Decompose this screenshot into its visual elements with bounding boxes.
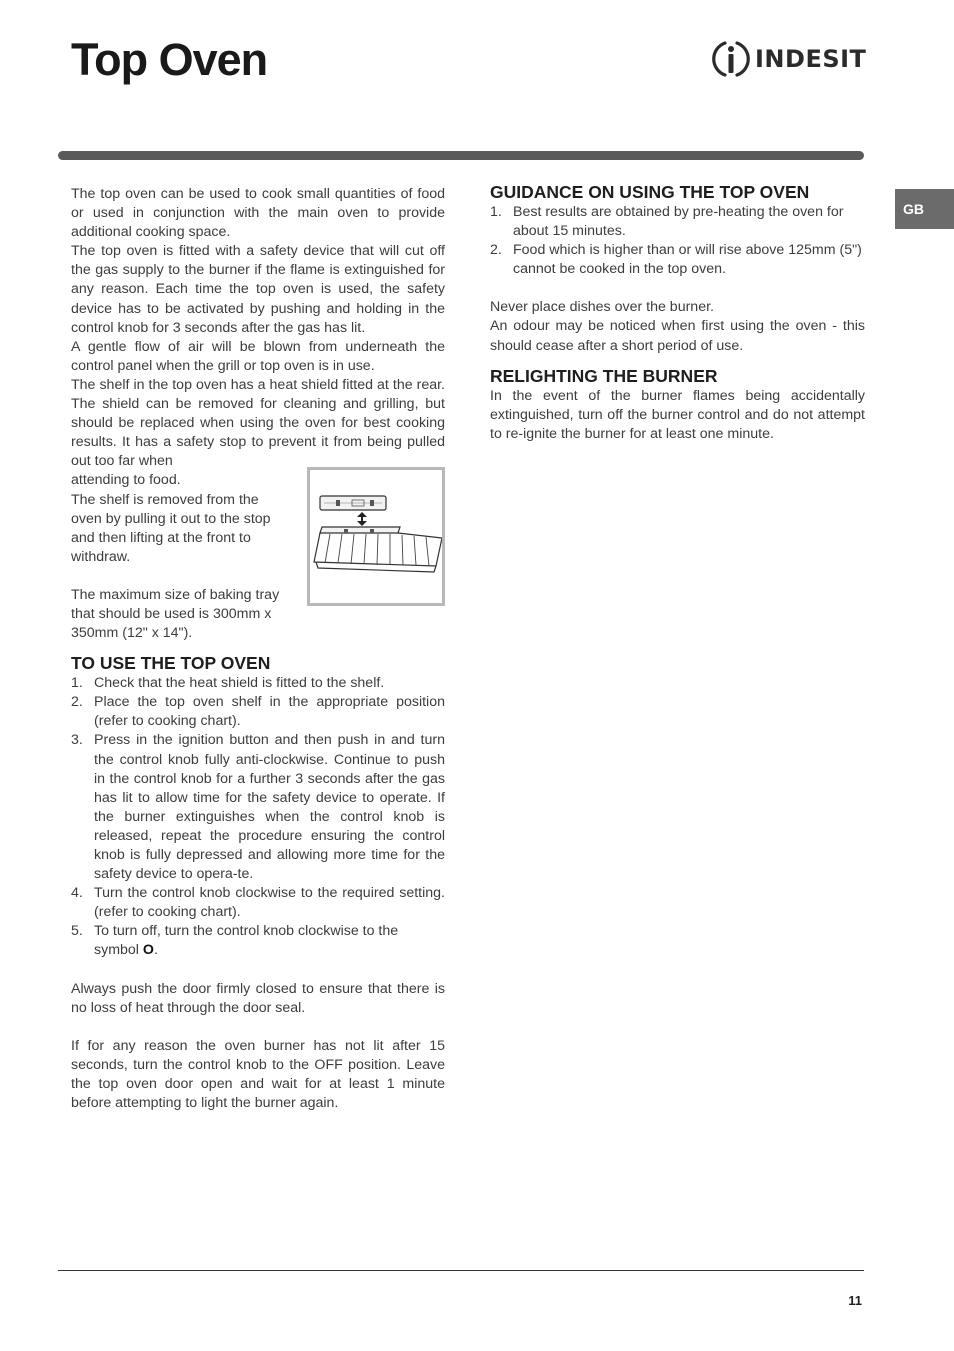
use-steps-list [71, 674, 445, 960]
list-item: 2. Food which is higher than or will rise above 125mm (5") cannot be cooked in the top oven. [490, 242, 862, 278]
language-tab: GB [895, 189, 954, 229]
shelf-illustration [307, 467, 445, 606]
list-item: 1. Check that the heat shield is fitted to the shelf. [71, 675, 385, 692]
guidance-heading: GUIDANCE ON USING THE TOP OVEN [490, 182, 810, 202]
list-item: 1. Best results are obtained by pre-heating the oven for about 15 minutes. [490, 204, 844, 240]
right-column [490, 182, 865, 444]
indesit-logo-icon [711, 38, 751, 80]
page-number: 11 [848, 1293, 862, 1308]
relighting-heading: RELIGHTING THE BURNER [490, 365, 718, 386]
intro-paragraph: The top oven is fitted with a safety device that will cut off the gas supply to the burner if the flame is extinguished for any reason. Each time the top oven is used, the safety device has to be activated by pushing and holding in the control knob for 3 seconds after the gas has lit. [71, 243, 445, 336]
intro-paragraph: The shelf in the top oven has a heat shield fitted at the rear. The shield can be removed for cleaning and grilling, but should be replaced when using the oven for best cooking results. It has a safety stop to prevent it from being pulled out too far when [71, 376, 445, 470]
not-lit-note: If for any reason the oven burner has not lit after 15 seconds, turn the control knob to the OFF position. Leave the top oven door open and wait for at least 1 minute before attempting to light the burner again. [71, 1037, 445, 1112]
intro-paragraph: A gentle flow of air will be blown from underneath the control panel when the grill or top oven is in use. [71, 338, 445, 374]
guidance-list [490, 203, 865, 279]
wrap-line: attending to food. [71, 472, 181, 489]
use-top-oven-heading: TO USE THE TOP OVEN [71, 653, 271, 674]
header-divider [58, 151, 864, 160]
off-symbol: O [142, 942, 154, 959]
shelf-section [71, 471, 445, 643]
odour-note: An odour may be noticed when first using the oven - this should cease after a short period of use. [490, 318, 865, 354]
list-item: 5. To turn off, turn the control knob clockwise to the symbol O. [71, 923, 399, 959]
list-item: 3. Press in the ignition button and then push in and turn the control knob fully anti-clockwise. Continue to push in the control knob for a further 3 seconds after the gas has lit to allow time for the safety device to operate. If the burner extinguishes when the control knob is released, repeat the procedure ensuring the control knob is fully depressed and allowing more time for the safety device to opera-te. [71, 732, 445, 883]
footer-divider [58, 1270, 864, 1271]
relighting-text: In the event of the burner flames being accidentally extinguished, turn off the burner control and do not attempt to re-ignite the burner for at least one minute. [490, 387, 865, 442]
brand-logo [711, 38, 866, 80]
list-item: 2. Place the top oven shelf in the appropriate position (refer to cooking chart). [71, 694, 445, 730]
intro-paragraph: The top oven can be used to cook small quantities of food or used in conjunction with the main oven to provide additional cooking space. [71, 186, 445, 241]
never-place-note: Never place dishes over the burner. [490, 299, 714, 316]
brand-name: INDESIT [755, 45, 867, 73]
baking-tray-text: The maximum size of baking tray that should be used is 300mm x 350mm (12" x 14"). [71, 586, 280, 642]
page-title: Top Oven [71, 34, 268, 85]
shelf-removal-text: The shelf is removed from the oven by pulling it out to the stop and then lifting at the front to withdraw. [71, 491, 271, 565]
door-note: Always push the door firmly closed to ensure that there is no loss of heat through the door seal. [71, 980, 445, 1016]
list-item: 4. Turn the control knob clockwise to the required setting. (refer to cooking chart). [71, 885, 445, 921]
oven-shelf-icon [310, 470, 442, 603]
left-column [71, 185, 445, 1113]
